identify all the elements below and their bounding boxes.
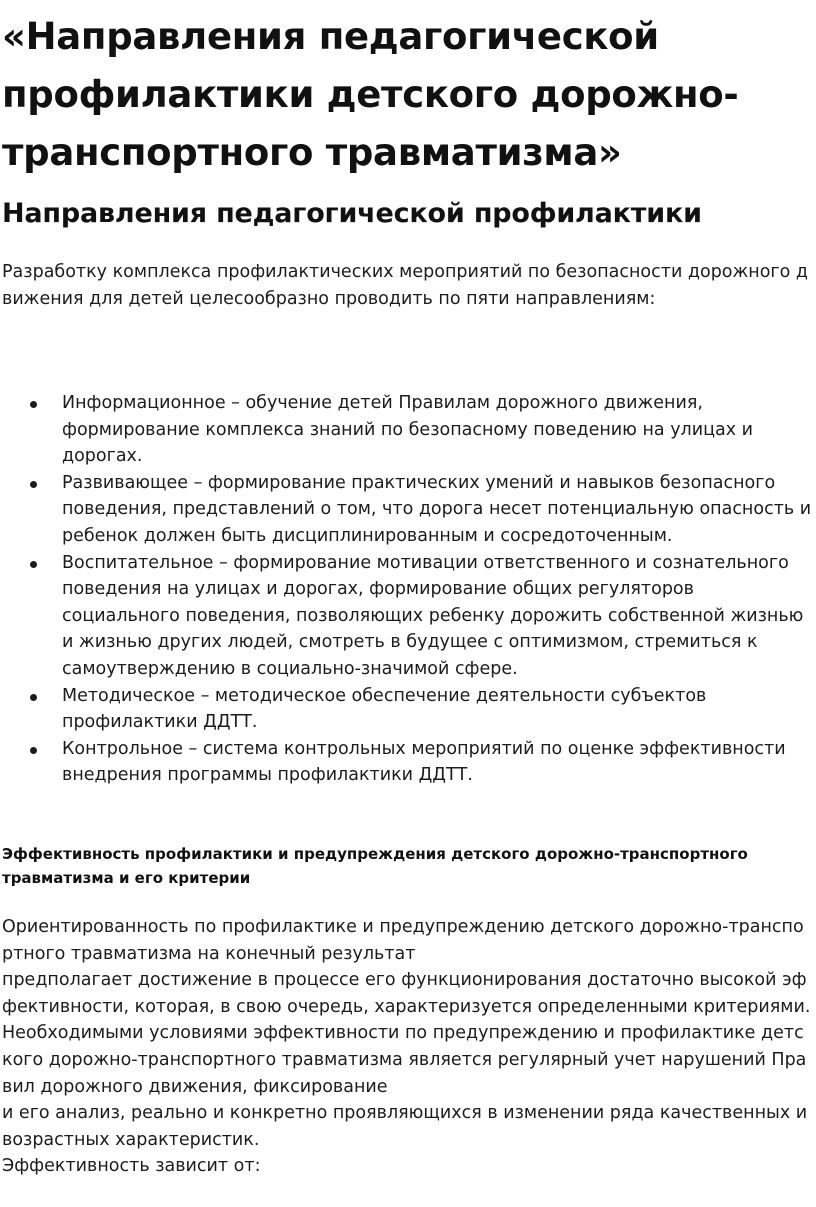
intro-paragraph: Разработку комплекса профилактических мероприятий по безопасности дорожного движения для детей целесообразно проводить по пяти направлениям: xyxy=(2,262,808,309)
list-item-developmental xyxy=(0,470,816,550)
directions-list xyxy=(0,390,816,789)
list-item-methodological xyxy=(0,683,816,736)
list-item-text: Информационное – обучение детей Правилам дорожного движения, формирование комплекса знаний по безопасному поведению на улицах и дорогах. xyxy=(62,393,754,467)
list-item-text: Воспитательное – формирование мотивации ответственного и сознательного поведения на улицах и дорогах, формирование общих регуляторов социального поведения, позволяющих ребенку дорожить собственной жизнью и жизнью других людей, смотреть в будущее с оптимизмом, стремиться к самоутверждению в социально-значимой сфере. xyxy=(62,552,804,679)
body-line: Ориентированность по профилактике и предупреждению детского дорожно-транспортного травматизма на конечный результат xyxy=(2,917,804,964)
list-item-control xyxy=(0,736,816,789)
list-item-informational xyxy=(0,390,816,470)
section-subtitle: Направления педагогической профилактики xyxy=(2,198,702,229)
body-line: предполагает достижение в процессе его функционирования достаточно высокой эффективности, которая, в свою очередь, характеризуется определенными критериями. Необходимыми условиями эффективности по предупреждению и профилактике детского дорожно-транспортного травматизма является регулярный учет нарушений Правил дорожного движения, фиксирование xyxy=(2,970,811,1097)
list-item-educational xyxy=(0,550,816,683)
bullet-icon xyxy=(30,694,37,701)
section-heading: Эффективность профилактики и предупреждения детского дорожно-транспортного травматизма и его критерии xyxy=(2,845,748,887)
list-item-text: Методическое – методическое обеспечение деятельности субъектов профилактики ДДТТ. xyxy=(62,685,707,733)
body-line: Эффективность зависит от: xyxy=(2,1156,261,1177)
bullet-icon xyxy=(30,401,37,408)
page-title: «Направления педагогической профилактики детского дорожно-транспортного травматизма» xyxy=(2,15,739,174)
bullet-icon xyxy=(30,481,37,488)
list-item-text: Развивающее – формирование практических умений и навыков безопасного поведения, представлений о том, что дорога несет потенциальную опасность и ребенок должен быть дисциплинированным и сосредоточенным. xyxy=(62,472,812,546)
bullet-icon xyxy=(30,747,37,754)
list-item-text: Контрольное – система контрольных мероприятий по оценке эффективности внедрения программы профилактики ДДТТ. xyxy=(62,738,786,786)
bullet-icon xyxy=(30,561,37,568)
body-line: и его анализ, реально и конкретно проявляющихся в изменении ряда качественных и возрастных характеристик. xyxy=(2,1103,808,1150)
body-paragraph xyxy=(2,914,814,1180)
